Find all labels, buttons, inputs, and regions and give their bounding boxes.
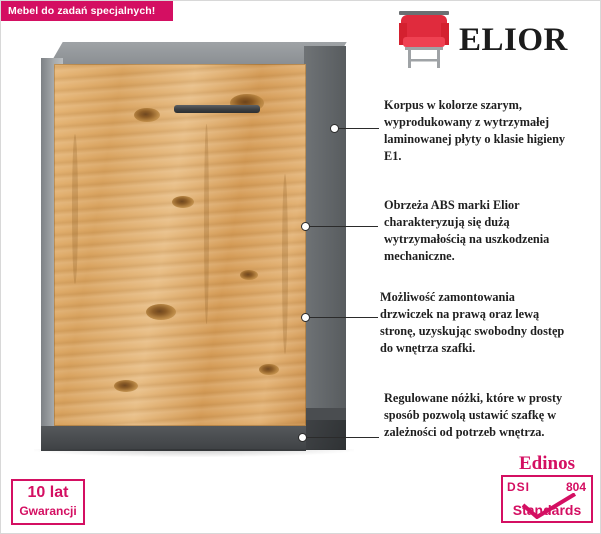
brand-name: ELIOR — [459, 22, 568, 58]
certificate-code: DSI — [507, 480, 531, 494]
callout-leader-carcase — [339, 128, 379, 129]
floor-shadow — [34, 449, 354, 457]
callout-dot-legs — [298, 433, 307, 442]
carcase-side-panel — [304, 46, 346, 450]
callout-dot-abs-edging — [301, 222, 310, 231]
guarantee-years: 10 lat — [27, 484, 69, 501]
certificate-badge — [501, 453, 593, 525]
cabinet-plinth — [41, 426, 306, 451]
bar-handle-icon — [174, 105, 260, 113]
promo-banner: Mebel do zadań specjalnych! — [1, 1, 173, 21]
certificate-number: 804 — [565, 480, 586, 494]
armchair-icon — [393, 7, 455, 71]
callout-door-side: Możliwość zamontowania drzwiczek na prawą oraz lewą stronę, uzyskując swobodny dostęp do wnętrza szafki. — [380, 290, 565, 355]
product-image — [14, 28, 352, 458]
certificate-frame — [501, 475, 593, 523]
callout-legs: Regulowane nóżki, które w prosty sposób pozwolą ustawić szafkę w zależności od potrzeb wnętrza. — [384, 391, 563, 439]
callout-dot-carcase — [330, 124, 339, 133]
certificate-standards: Standards — [512, 502, 582, 518]
carcase-top-panel — [50, 42, 347, 64]
callout-dot-door-side — [301, 313, 310, 322]
certificate-brand: Edinos — [519, 453, 575, 474]
callout-carcase: Korpus w kolorze szarym, wyprodukowany z wytrzymałej laminowanej płyty o klasie higieny E1. — [384, 98, 566, 163]
callout-leader-door-side — [310, 317, 378, 318]
callout-abs-edging: Obrzeża ABS marki Elior charakteryzują się dużą wytrzymałością na uszkodzenia mechaniczne. — [384, 198, 550, 263]
guarantee-badge — [11, 479, 85, 525]
brand-logo — [393, 7, 571, 73]
guarantee-label: Gwarancji — [19, 504, 77, 518]
callout-leader-legs — [307, 437, 379, 438]
cabinet-door-front — [54, 64, 306, 426]
callout-leader-abs-edging — [310, 226, 378, 227]
cabinet-plinth-side — [306, 420, 346, 450]
